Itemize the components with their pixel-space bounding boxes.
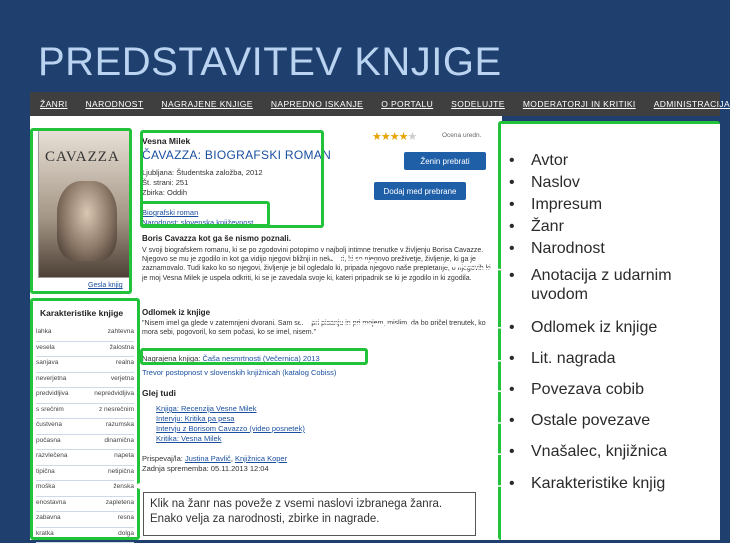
cover-keywords-link[interactable]: Gesla knjig	[88, 282, 123, 289]
impresum-line: Ljubljana: Študentska založba, 2012	[142, 168, 263, 178]
highlight-award	[140, 348, 368, 365]
bullet-item: • Impresum	[509, 196, 719, 218]
characteristic-right: realna	[116, 359, 134, 372]
menu-item-o-portalu[interactable]: O PORTALU	[381, 99, 433, 109]
characteristic-left: s srečnim	[36, 406, 64, 419]
menu-item-administracija[interactable]: ADMINISTRACIJA	[654, 99, 730, 109]
characteristic-right: resna	[118, 514, 134, 527]
menu-item-nagrajene-knjige[interactable]: NAGRAJENE KNJIGE	[161, 99, 252, 109]
menu-item-zanri[interactable]: ŽANRI	[40, 99, 68, 109]
bullet-item: • Avtor	[509, 152, 719, 174]
characteristic-right: ženska	[113, 483, 134, 496]
related-link[interactable]: Intervju z Borisom Cavazzo (video posnetek)	[156, 424, 305, 434]
cover-title: CAVAZZA	[45, 149, 120, 166]
contributor-info: Prispevaj/la: Justina Pavlič, Knjižnica Koper Zadnja sprememba: 05.11.2013 12:04	[142, 454, 287, 473]
characteristic-right: žalostna	[110, 344, 134, 357]
genre-link-note: Klik na žanr nas poveže z vsemi naslovi izbranega žanra. Enako velja za narodnosti, zbirke in nagrade.	[143, 492, 476, 536]
menu-item-moderatorji[interactable]: MODERATORJI IN KRITIKI	[523, 99, 636, 109]
characteristic-right: nepredvidljiva	[94, 390, 134, 403]
bullet-item: • Anotacija z udarnim uvodom	[509, 266, 709, 319]
characteristic-right: zapletena	[106, 499, 134, 512]
star-icon[interactable]: ★	[372, 131, 381, 143]
star-icon[interactable]: ★	[381, 131, 390, 143]
award-link[interactable]: Čaša nesmrtnosti (Večernica) 2013	[202, 354, 319, 363]
characteristic-left: tipična	[36, 468, 55, 481]
characteristic-right: zahtevna	[108, 328, 134, 341]
bullet-item: • Povezava cobib	[509, 381, 719, 412]
contributor-library[interactable]: Knjižnica Koper	[235, 454, 287, 463]
characteristic-left: vesela	[36, 344, 55, 357]
bullet-item: • Odlomek iz knjige	[509, 319, 719, 350]
bullet-item: • Karakteristike knjig	[509, 475, 719, 497]
bullet-list	[509, 152, 719, 497]
excerpt-text: "Nisem imel ga glede v zatemnjeni dvorani. Sam sem, pri pisanju in pri mojem, mislim, da bo pričel trenutek, ko mora sebi, pogovoril, ko sem počasi, ko se imel, nisem."	[142, 319, 492, 337]
book-author[interactable]: Vesna Milek	[142, 136, 190, 146]
rating-label: Ocena uredn.	[442, 132, 481, 139]
characteristic-left: neverjetna	[36, 375, 66, 388]
nationality-link[interactable]: Narodnost: slovenska književnost	[142, 218, 253, 228]
last-modified: Zadnja sprememba: 05.11.2013 12:04	[142, 464, 287, 474]
excerpt-title: Odlomek iz knjige	[142, 308, 210, 317]
highlight-cover	[30, 128, 132, 294]
impresum-line: Št. strani: 251	[142, 178, 263, 188]
related-links	[156, 404, 305, 444]
characteristic-left: predvidljiva	[36, 390, 69, 403]
characteristic-right: netipična	[108, 468, 134, 481]
site-menu-bar	[30, 92, 720, 116]
slide-title: PREDSTAVITEV KNJIGE	[38, 40, 502, 85]
genre-link[interactable]: Biografski roman	[142, 208, 253, 218]
characteristic-left: kratka	[36, 530, 54, 543]
characteristic-left: lahka	[36, 328, 52, 341]
impresum-line: Zbirka: Oddih	[142, 188, 263, 198]
add-to-read-button[interactable]: Dodaj med prebrane	[374, 182, 466, 200]
star-icon[interactable]: ★	[390, 131, 399, 143]
star-empty-icon[interactable]: ★	[408, 131, 417, 143]
see-also-title: Glej tudi	[142, 388, 176, 398]
award-label: Nagrajena knjiga:	[142, 354, 200, 363]
book-title: ČAVAZZA: BIOGRAFSKI ROMAN	[142, 148, 331, 162]
characteristic-left: zabavna	[36, 514, 61, 527]
menu-item-napredno-iskanje[interactable]: NAPREDNO ISKANJE	[271, 99, 363, 109]
characteristic-left: moška	[36, 483, 55, 496]
annotation-title: Boris Cavazza kot ga še nismo poznali.	[142, 234, 291, 243]
cobiss-link[interactable]: Trevor postopnost v slovenskih knjižnicah (katalog Cobiss)	[142, 368, 336, 377]
contributor-label: Prispevaj/la:	[142, 454, 183, 463]
menu-item-narodnost[interactable]: NARODNOST	[86, 99, 144, 109]
rating-stars[interactable]	[372, 130, 416, 143]
bullet-item: • Narodnost	[509, 240, 719, 266]
bullet-panel	[501, 124, 720, 540]
contributor-name[interactable]: Justina Pavlič	[185, 454, 231, 463]
related-link[interactable]: Intervju: Kritika pa pesa	[156, 414, 305, 424]
characteristic-right: razumska	[106, 421, 134, 434]
related-link[interactable]: Knjiga: Recenzija Vesne Milek	[156, 404, 305, 414]
characteristics-title: Karakteristike knjige	[40, 308, 123, 318]
bullet-item: • Žanr	[509, 218, 719, 240]
characteristic-left: enostavna	[36, 499, 66, 512]
star-icon[interactable]: ★	[399, 131, 408, 143]
characteristic-right: dinamična	[104, 437, 134, 450]
highlight-genre-links	[140, 201, 270, 227]
bullet-item: • Vnašalec, knjižnica	[509, 443, 719, 475]
highlight-characteristics	[30, 298, 140, 540]
characteristic-right: napeta	[114, 452, 134, 465]
characteristic-left: sanjava	[36, 359, 58, 372]
characteristic-right: dolga	[118, 530, 134, 543]
menu-item-sodelujte[interactable]: SODELUJTE	[451, 99, 505, 109]
characteristic-right: z nesrečnim	[99, 406, 134, 419]
related-link[interactable]: Kritika: Vesna Milek	[156, 434, 305, 444]
characteristic-left: čustvena	[36, 421, 62, 434]
characteristic-right: verjetna	[111, 375, 134, 388]
bullet-item: • Ostale povezave	[509, 412, 719, 443]
bullet-item: • Lit. nagrada	[509, 350, 719, 381]
annotation-text: V svoji biografskem romanu, ki se po zgodovini potopimo v najbolj intimne trenutke v življenju Borisa Cavazze. Njegovo se mu je zgodilo in kot ga vidijo njegovi bližnji in nekateri, ki so njegovo preživetje, življenje, ki ga je zaznamovalo. Tudi kako ko so njegovi, življenje je bil ogledalo ki, pripada njegovo naše prepletanje, o njegovih ki je moj Vesna Milek je uspela odkriti, ki se je zavedala svoje ki, kateri pripadnik se ki je zgodilo in ki zgodila.	[142, 246, 492, 283]
bullet-item: • Naslov	[509, 174, 719, 196]
want-to-read-button[interactable]: Ženin prebrati	[404, 152, 486, 170]
characteristic-left: razvlečena	[36, 452, 67, 465]
characteristic-left: počasna	[36, 437, 61, 450]
